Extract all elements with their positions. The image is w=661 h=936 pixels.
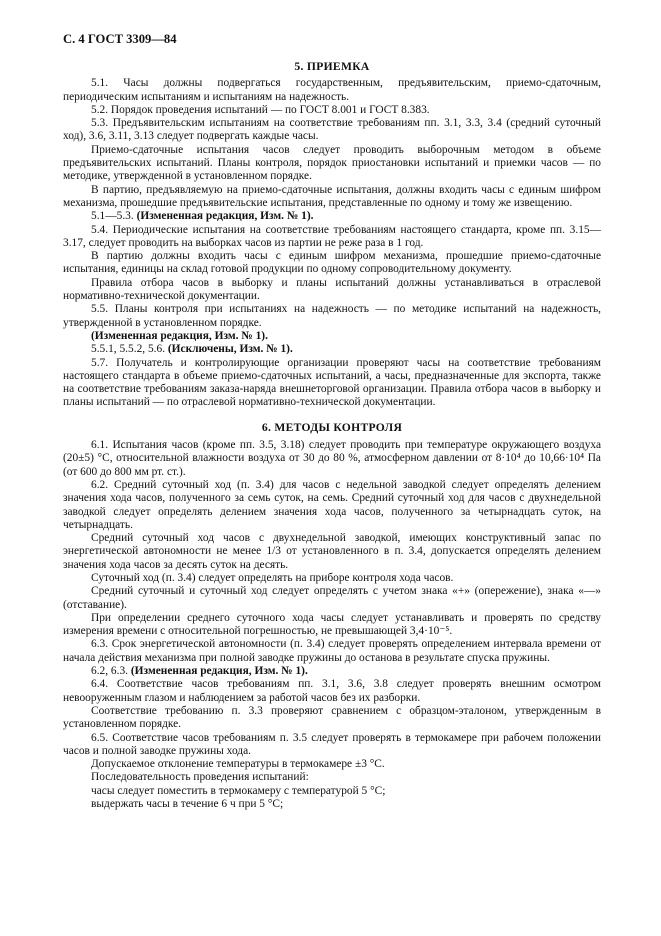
paragraph: 6.2. Средний суточный ход (п. 3.4) для часов с недельной заводкой следует определять делением значения хода часов, полученного за семь суток, на семь. Средний суточный ход для часов с двухнедельной заводкой следует определять делением значения хода часов, полученного за четырнадцать суток, на четырнадцать.: [63, 478, 601, 531]
paragraph: часы следует поместить в термокамеру с температурой 5 °С;: [91, 784, 386, 797]
paragraph: 5.1. Часы должны подвергаться государственным, предъявительским, приемо-сдаточным, периодическим испытаниям и испытаниям на надежность.: [63, 77, 601, 103]
paragraph: 6.3. Срок энергетической автономности (п. 3.4) следует проверять определением интервала времени от начала действия механизма при полной заводке пружины до останова в результате спуска пружины.: [63, 638, 601, 664]
paragraph: В партию должны входить часы с единым шифром механизма, прошедшие приемо-сдаточные испытания, единицы на склад готовой продукции по одному сопроводительному документу.: [63, 250, 601, 276]
paragraph: Суточный ход (п. 3.4) следует определять на приборе контроля хода часов.: [91, 571, 454, 584]
clause-ref: 5.1—5.3.: [91, 210, 137, 223]
paragraph: Правила отбора часов в выборку и планы испытаний должны устанавливаться в отраслевой нормативно-технической документации.: [63, 276, 601, 303]
paragraph: 6.4. Соответствие часов требованиям пп. 3.1, 3.6, 3.8 следует проверять внешним осмотром невооруженным глазом и наблюдением за работой часов без их разборки.: [63, 678, 601, 704]
running-head: С. 4 ГОСТ 3309—84: [63, 32, 177, 46]
paragraph: выдержать часы в течение 6 ч при 5 °С;: [91, 798, 284, 811]
amendment-label: (Исключены, Изм. № 1).: [167, 343, 293, 356]
section-6-heading: 6. МЕТОДЫ КОНТРОЛЯ: [261, 420, 403, 434]
paragraph: 6.1. Испытания часов (кроме пп. 3.5, 3.18) следует проводить при температуре окружающего воздуха (20±5) °С, относительной влажности воздуха от 30 до 80 %, атмосферном давлении от 8·10⁴ до 10,66·10⁴ Па (от 600 до 800 мм рт. ст.).: [63, 439, 601, 478]
amendment-label: (Измененная редакция, Изм. № 1).: [136, 210, 314, 223]
paragraph: 5.3. Предъявительским испытаниям на соответствие требованиям пп. 3.1, 3.3, 3.4 (средний суточный ход), 3.6, 3.11, 3.13 следует подвергать каждые часы.: [63, 117, 601, 143]
paragraph: 5.5. Планы контроля при испытаниях на надежность — по методике испытаний на надежность, утвержденной в установленном порядке.: [63, 303, 601, 329]
amendment-note: (Измененная редакция, Изм. № 1).: [91, 329, 268, 342]
paragraph: 5.7. Получатель и контролирующие организации проверяют часы на соответствие требованиям настоящего стандарта в объеме приемо-сдаточных испытаний, а часы, предназначенные для экспорта, также на соответствие требованиям заказа-наряда внешнеторговой организации. Правила отбора часов в выборку и планы испытаний — по отраслевой нормативно-технической документации.: [63, 356, 601, 409]
amendment-label: (Измененная редакция, Изм. № 1).: [130, 665, 308, 678]
clause-ref: 5.5.1, 5.5.2, 5.6.: [91, 343, 168, 356]
page-body: [63, 60, 601, 811]
paragraph: 6.5. Соответствие часов требованиям п. 3.5 следует проверять в термокамере при рабочем положении часов и полной заводке пружины хода.: [63, 731, 601, 757]
paragraph: Средний суточный и суточный ход следует определять с учетом знака «+» (опережение), знака «—» (отставание).: [63, 585, 601, 611]
paragraph: При определении среднего суточного хода часы следует устанавливать и проверять по средству измерения времени с относительной погрешностью, не превышающей 3,4·10⁻⁵.: [63, 611, 601, 638]
paragraph: Приемо-сдаточные испытания часов следует проводить выборочным методом в объеме предъявительских испытаний. Планы контроля, порядок приостановки испытаний и приемки часов — по методике, утвержденной в установленном порядке.: [63, 143, 601, 183]
amendment-note: [63, 665, 601, 678]
paragraph: Соответствие требованию п. 3.3 проверяют сравнением с образцом-эталоном, утвержденным в установленном порядке.: [63, 704, 601, 731]
amendment-note: [63, 343, 601, 356]
paragraph: 5.2. Порядок проведения испытаний — по ГОСТ 8.001 и ГОСТ 8.383.: [91, 103, 430, 116]
clause-ref: 6.2, 6.3.: [91, 665, 131, 678]
paragraph: Допускаемое отклонение температуры в термокамере ±3 °С.: [91, 758, 385, 771]
paragraph: 5.4. Периодические испытания на соответствие требованиям настоящего стандарта, кроме пп. 3.15—3.17, следует проводить на выборках часов из партии не реже раза в 1 год.: [63, 223, 601, 249]
paragraph: Последовательность проведения испытаний:: [91, 771, 309, 784]
paragraph: В партию, предъявляемую на приемо-сдаточные испытания, должны входить часы с единым шифром механизма, прошедшие предъявительские испытания, представленные по одному и тому же извещению.: [63, 183, 601, 209]
paragraph: Средний суточный ход часов с двухнедельной заводкой, имеющих конструктивный запас по энергетической автономности не менее 1/3 от установленного в п. 3.4, допускается определять делением значения хода часов за десять суток на десять.: [63, 532, 601, 571]
amendment-note: [63, 210, 601, 223]
section-5-heading: 5. ПРИЕМКА: [294, 60, 370, 73]
